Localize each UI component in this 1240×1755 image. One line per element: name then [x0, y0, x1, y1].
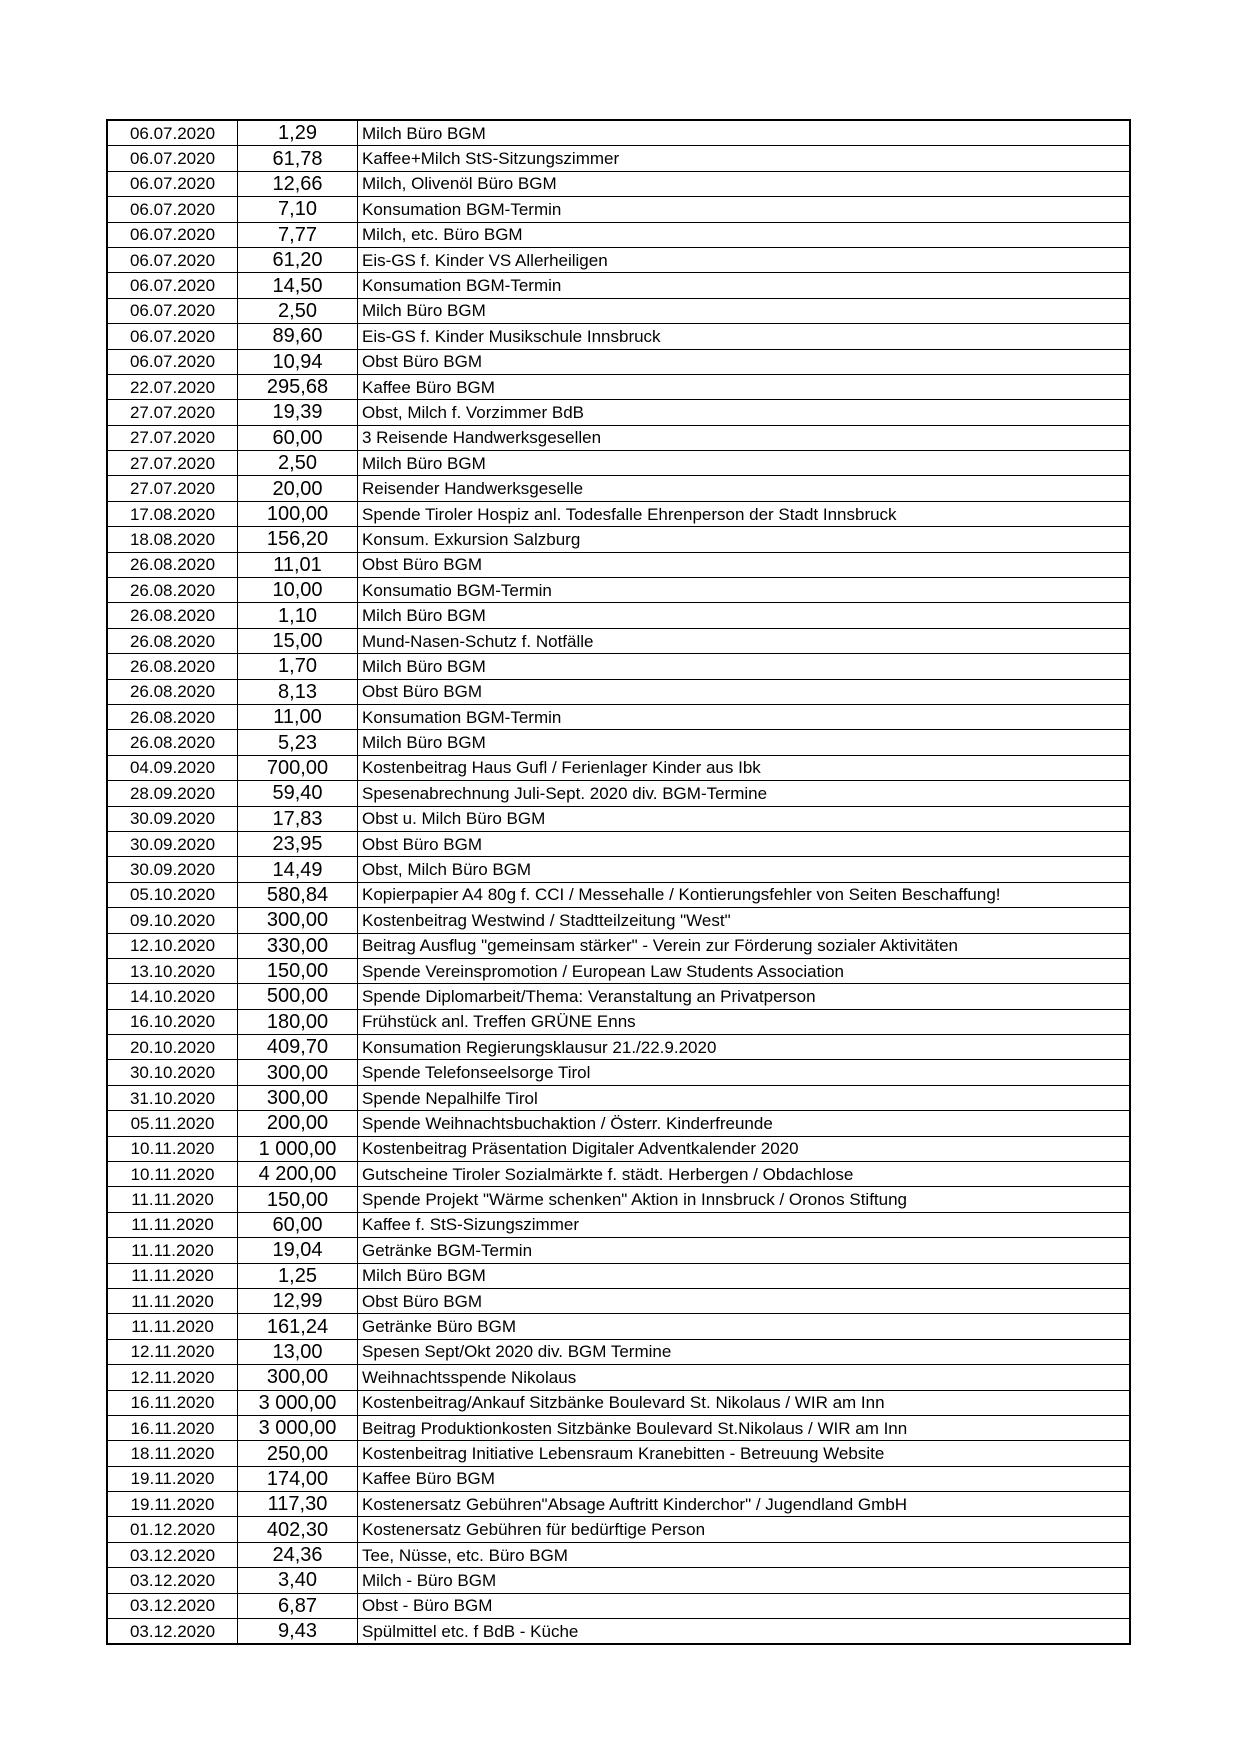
description-cell: Milch Büro BGM [358, 120, 1131, 146]
description-cell: Milch, etc. Büro BGM [358, 222, 1131, 247]
date-cell: 26.08.2020 [107, 578, 238, 603]
amount-cell: 117,30 [238, 1492, 358, 1517]
date-cell: 28.09.2020 [107, 781, 238, 806]
amount-cell: 1,29 [238, 120, 358, 146]
table-row [107, 908, 1130, 933]
amount-cell: 11,01 [238, 552, 358, 577]
date-cell: 11.11.2020 [107, 1263, 238, 1288]
table-row [107, 273, 1130, 298]
description-cell: Spende Vereinspromotion / European Law Students Association [358, 958, 1131, 983]
table-row [107, 1314, 1130, 1339]
amount-cell: 1,70 [238, 654, 358, 679]
table-row [107, 298, 1130, 323]
description-cell: Obst Büro BGM [358, 552, 1131, 577]
date-cell: 19.11.2020 [107, 1466, 238, 1491]
table-row [107, 857, 1130, 882]
table-row [107, 1415, 1130, 1440]
description-cell: Kostenbeitrag Initiative Lebensraum Kranebitten - Betreuung Website [358, 1441, 1131, 1466]
description-cell: Kostenersatz Gebühren für bedürftige Person [358, 1517, 1131, 1542]
description-cell: Getränke Büro BGM [358, 1314, 1131, 1339]
amount-cell: 4 200,00 [238, 1162, 358, 1187]
description-cell: Spende Projekt "Wärme schenken" Aktion in Innsbruck / Oronos Stiftung [358, 1187, 1131, 1212]
table-row [107, 1517, 1130, 1542]
table-row [107, 1009, 1130, 1034]
description-cell: Kostenbeitrag Präsentation Digitaler Adventkalender 2020 [358, 1136, 1131, 1161]
date-cell: 12.10.2020 [107, 933, 238, 958]
description-cell: Beitrag Produktionkosten Sitzbänke Boulevard St.Nikolaus / WIR am Inn [358, 1415, 1131, 1440]
amount-cell: 6,87 [238, 1593, 358, 1618]
date-cell: 10.11.2020 [107, 1162, 238, 1187]
amount-cell: 9,43 [238, 1619, 358, 1645]
description-cell: Konsumatio BGM-Termin [358, 578, 1131, 603]
date-cell: 16.11.2020 [107, 1390, 238, 1415]
table-row [107, 476, 1130, 501]
amount-cell: 23,95 [238, 831, 358, 856]
date-cell: 05.11.2020 [107, 1111, 238, 1136]
description-cell: Milch - Büro BGM [358, 1568, 1131, 1593]
description-cell: Spende Telefonseelsorge Tirol [358, 1060, 1131, 1085]
date-cell: 06.07.2020 [107, 247, 238, 272]
description-cell: Eis-GS f. Kinder VS Allerheiligen [358, 247, 1131, 272]
description-cell: Frühstück anl. Treffen GRÜNE Enns [358, 1009, 1131, 1034]
date-cell: 27.07.2020 [107, 425, 238, 450]
description-cell: Spesenabrechnung Juli-Sept. 2020 div. BGM-Termine [358, 781, 1131, 806]
date-cell: 12.11.2020 [107, 1365, 238, 1390]
table-row [107, 984, 1130, 1009]
amount-cell: 15,00 [238, 628, 358, 653]
description-cell: Obst u. Milch Büro BGM [358, 806, 1131, 831]
amount-cell: 300,00 [238, 1060, 358, 1085]
date-cell: 11.11.2020 [107, 1314, 238, 1339]
date-cell: 03.12.2020 [107, 1542, 238, 1567]
amount-cell: 8,13 [238, 679, 358, 704]
date-cell: 30.10.2020 [107, 1060, 238, 1085]
description-cell: Obst, Milch Büro BGM [358, 857, 1131, 882]
table-row [107, 755, 1130, 780]
amount-cell: 60,00 [238, 425, 358, 450]
amount-cell: 61,20 [238, 247, 358, 272]
amount-cell: 3 000,00 [238, 1415, 358, 1440]
amount-cell: 19,04 [238, 1238, 358, 1263]
date-cell: 03.12.2020 [107, 1593, 238, 1618]
description-cell: Konsumation Regierungsklausur 21./22.9.2020 [358, 1035, 1131, 1060]
description-cell: Spende Nepalhilfe Tirol [358, 1085, 1131, 1110]
table-row [107, 1111, 1130, 1136]
amount-cell: 409,70 [238, 1035, 358, 1060]
table-row [107, 1060, 1130, 1085]
description-cell: Eis-GS f. Kinder Musikschule Innsbruck [358, 324, 1131, 349]
amount-cell: 156,20 [238, 527, 358, 552]
table-row [107, 1365, 1130, 1390]
table-row [107, 1619, 1130, 1645]
table-row [107, 1568, 1130, 1593]
description-cell: Milch Büro BGM [358, 1263, 1131, 1288]
description-cell: Milch Büro BGM [358, 603, 1131, 628]
description-cell: Konsumation BGM-Termin [358, 273, 1131, 298]
amount-cell: 250,00 [238, 1441, 358, 1466]
date-cell: 20.10.2020 [107, 1035, 238, 1060]
description-cell: Tee, Nüsse, etc. Büro BGM [358, 1542, 1131, 1567]
amount-cell: 10,00 [238, 578, 358, 603]
description-cell: Spende Diplomarbeit/Thema: Veranstaltung an Privatperson [358, 984, 1131, 1009]
table-row [107, 451, 1130, 476]
description-cell: Kaffee+Milch StS-Sitzungszimmer [358, 146, 1131, 171]
amount-cell: 2,50 [238, 298, 358, 323]
date-cell: 26.08.2020 [107, 603, 238, 628]
date-cell: 30.09.2020 [107, 831, 238, 856]
description-cell: Kaffee f. StS-Sizungszimmer [358, 1212, 1131, 1237]
description-cell: Milch Büro BGM [358, 654, 1131, 679]
table-row [107, 324, 1130, 349]
description-cell: Konsum. Exkursion Salzburg [358, 527, 1131, 552]
table-row [107, 958, 1130, 983]
table-row [107, 1238, 1130, 1263]
date-cell: 06.07.2020 [107, 222, 238, 247]
date-cell: 06.07.2020 [107, 171, 238, 196]
amount-cell: 7,77 [238, 222, 358, 247]
table-row [107, 1085, 1130, 1110]
table-row [107, 933, 1130, 958]
description-cell: Mund-Nasen-Schutz f. Notfälle [358, 628, 1131, 653]
description-cell: Kopierpapier A4 80g f. CCI / Messehalle / Kontierungsfehler von Seiten Beschaffung! [358, 882, 1131, 907]
table-row [107, 247, 1130, 272]
amount-cell: 5,23 [238, 730, 358, 755]
date-cell: 11.11.2020 [107, 1212, 238, 1237]
amount-cell: 300,00 [238, 1085, 358, 1110]
description-cell: Beitrag Ausflug "gemeinsam stärker" - Verein zur Förderung sozialer Aktivitäten [358, 933, 1131, 958]
description-cell: Weihnachtsspende Nikolaus [358, 1365, 1131, 1390]
description-cell: Kostenbeitrag/Ankauf Sitzbänke Boulevard St. Nikolaus / WIR am Inn [358, 1390, 1131, 1415]
amount-cell: 3,40 [238, 1568, 358, 1593]
description-cell: Milch Büro BGM [358, 298, 1131, 323]
amount-cell: 330,00 [238, 933, 358, 958]
description-cell: Obst Büro BGM [358, 831, 1131, 856]
table-row [107, 1035, 1130, 1060]
date-cell: 16.11.2020 [107, 1415, 238, 1440]
amount-cell: 13,00 [238, 1339, 358, 1364]
description-cell: Obst, Milch f. Vorzimmer BdB [358, 400, 1131, 425]
table-row [107, 831, 1130, 856]
date-cell: 06.07.2020 [107, 120, 238, 146]
amount-cell: 61,78 [238, 146, 358, 171]
table-row [107, 1492, 1130, 1517]
table-row [107, 1288, 1130, 1313]
amount-cell: 300,00 [238, 908, 358, 933]
amount-cell: 11,00 [238, 704, 358, 729]
date-cell: 03.12.2020 [107, 1568, 238, 1593]
amount-cell: 161,24 [238, 1314, 358, 1339]
date-cell: 26.08.2020 [107, 730, 238, 755]
table-row [107, 1593, 1130, 1618]
table-row [107, 578, 1130, 603]
description-cell: Kostenersatz Gebühren"Absage Auftritt Kinderchor" / Jugendland GmbH [358, 1492, 1131, 1517]
description-cell: Kostenbeitrag Westwind / Stadtteilzeitung "West" [358, 908, 1131, 933]
date-cell: 26.08.2020 [107, 679, 238, 704]
table-row [107, 654, 1130, 679]
date-cell: 18.08.2020 [107, 527, 238, 552]
table-row [107, 1212, 1130, 1237]
amount-cell: 300,00 [238, 1365, 358, 1390]
table-row [107, 1390, 1130, 1415]
table-row [107, 603, 1130, 628]
description-cell: Obst Büro BGM [358, 349, 1131, 374]
date-cell: 11.11.2020 [107, 1187, 238, 1212]
table-row [107, 1542, 1130, 1567]
amount-cell: 24,36 [238, 1542, 358, 1567]
date-cell: 26.08.2020 [107, 704, 238, 729]
description-cell: Konsumation BGM-Termin [358, 704, 1131, 729]
date-cell: 03.12.2020 [107, 1619, 238, 1645]
date-cell: 04.09.2020 [107, 755, 238, 780]
amount-cell: 1 000,00 [238, 1136, 358, 1161]
table-row [107, 1136, 1130, 1161]
date-cell: 27.07.2020 [107, 476, 238, 501]
date-cell: 09.10.2020 [107, 908, 238, 933]
amount-cell: 150,00 [238, 958, 358, 983]
date-cell: 18.11.2020 [107, 1441, 238, 1466]
table-row [107, 400, 1130, 425]
table-row [107, 349, 1130, 374]
amount-cell: 200,00 [238, 1111, 358, 1136]
date-cell: 06.07.2020 [107, 349, 238, 374]
amount-cell: 59,40 [238, 781, 358, 806]
amount-cell: 10,94 [238, 349, 358, 374]
date-cell: 06.07.2020 [107, 298, 238, 323]
amount-cell: 2,50 [238, 451, 358, 476]
table-row [107, 527, 1130, 552]
date-cell: 27.07.2020 [107, 400, 238, 425]
description-cell: Obst Büro BGM [358, 1288, 1131, 1313]
amount-cell: 150,00 [238, 1187, 358, 1212]
description-cell: Milch, Olivenöl Büro BGM [358, 171, 1131, 196]
date-cell: 30.09.2020 [107, 806, 238, 831]
description-cell: Reisender Handwerksgeselle [358, 476, 1131, 501]
table-row [107, 374, 1130, 399]
amount-cell: 1,10 [238, 603, 358, 628]
date-cell: 14.10.2020 [107, 984, 238, 1009]
amount-cell: 12,66 [238, 171, 358, 196]
amount-cell: 14,49 [238, 857, 358, 882]
amount-cell: 14,50 [238, 273, 358, 298]
table-row [107, 704, 1130, 729]
description-cell: Spende Tiroler Hospiz anl. Todesfalle Ehrenperson der Stadt Innsbruck [358, 501, 1131, 526]
table-row [107, 197, 1130, 222]
amount-cell: 580,84 [238, 882, 358, 907]
expense-table-body [107, 120, 1130, 1644]
date-cell: 31.10.2020 [107, 1085, 238, 1110]
table-row [107, 222, 1130, 247]
date-cell: 26.08.2020 [107, 628, 238, 653]
amount-cell: 1,25 [238, 1263, 358, 1288]
description-cell: Spülmittel etc. f BdB - Küche [358, 1619, 1131, 1645]
date-cell: 26.08.2020 [107, 654, 238, 679]
amount-cell: 60,00 [238, 1212, 358, 1237]
amount-cell: 89,60 [238, 324, 358, 349]
table-row [107, 1466, 1130, 1491]
description-cell: Spende Weihnachtsbuchaktion / Österr. Kinderfreunde [358, 1111, 1131, 1136]
table-row [107, 1339, 1130, 1364]
description-cell: Konsumation BGM-Termin [358, 197, 1131, 222]
date-cell: 06.07.2020 [107, 273, 238, 298]
amount-cell: 500,00 [238, 984, 358, 1009]
date-cell: 27.07.2020 [107, 451, 238, 476]
table-row [107, 1187, 1130, 1212]
date-cell: 06.07.2020 [107, 197, 238, 222]
amount-cell: 7,10 [238, 197, 358, 222]
description-cell: Spesen Sept/Okt 2020 div. BGM Termine [358, 1339, 1131, 1364]
amount-cell: 12,99 [238, 1288, 358, 1313]
date-cell: 22.07.2020 [107, 374, 238, 399]
table-row [107, 1441, 1130, 1466]
date-cell: 11.11.2020 [107, 1238, 238, 1263]
table-row [107, 171, 1130, 196]
table-row [107, 628, 1130, 653]
description-cell: Kaffee Büro BGM [358, 1466, 1131, 1491]
description-cell: Getränke BGM-Termin [358, 1238, 1131, 1263]
table-row [107, 679, 1130, 704]
amount-cell: 180,00 [238, 1009, 358, 1034]
date-cell: 06.07.2020 [107, 146, 238, 171]
date-cell: 01.12.2020 [107, 1517, 238, 1542]
table-row [107, 806, 1130, 831]
amount-cell: 20,00 [238, 476, 358, 501]
description-cell: Milch Büro BGM [358, 730, 1131, 755]
table-row [107, 146, 1130, 171]
amount-cell: 3 000,00 [238, 1390, 358, 1415]
date-cell: 26.08.2020 [107, 552, 238, 577]
table-row [107, 120, 1130, 146]
expense-table [106, 119, 1131, 1645]
table-row [107, 781, 1130, 806]
date-cell: 16.10.2020 [107, 1009, 238, 1034]
description-cell: Milch Büro BGM [358, 451, 1131, 476]
description-cell: Obst Büro BGM [358, 679, 1131, 704]
table-row [107, 501, 1130, 526]
amount-cell: 174,00 [238, 1466, 358, 1491]
table-row [107, 1162, 1130, 1187]
date-cell: 11.11.2020 [107, 1288, 238, 1313]
amount-cell: 100,00 [238, 501, 358, 526]
description-cell: 3 Reisende Handwerksgesellen [358, 425, 1131, 450]
table-row [107, 425, 1130, 450]
table-row [107, 1263, 1130, 1288]
table-row [107, 730, 1130, 755]
description-cell: Kaffee Büro BGM [358, 374, 1131, 399]
date-cell: 17.08.2020 [107, 501, 238, 526]
amount-cell: 295,68 [238, 374, 358, 399]
table-row [107, 552, 1130, 577]
description-cell: Gutscheine Tiroler Sozialmärkte f. städt. Herbergen / Obdachlose [358, 1162, 1131, 1187]
amount-cell: 700,00 [238, 755, 358, 780]
date-cell: 06.07.2020 [107, 324, 238, 349]
date-cell: 13.10.2020 [107, 958, 238, 983]
description-cell: Obst - Büro BGM [358, 1593, 1131, 1618]
date-cell: 30.09.2020 [107, 857, 238, 882]
date-cell: 12.11.2020 [107, 1339, 238, 1364]
description-cell: Kostenbeitrag Haus Gufl / Ferienlager Kinder aus Ibk [358, 755, 1131, 780]
date-cell: 10.11.2020 [107, 1136, 238, 1161]
amount-cell: 402,30 [238, 1517, 358, 1542]
date-cell: 05.10.2020 [107, 882, 238, 907]
amount-cell: 19,39 [238, 400, 358, 425]
amount-cell: 17,83 [238, 806, 358, 831]
table-row [107, 882, 1130, 907]
date-cell: 19.11.2020 [107, 1492, 238, 1517]
